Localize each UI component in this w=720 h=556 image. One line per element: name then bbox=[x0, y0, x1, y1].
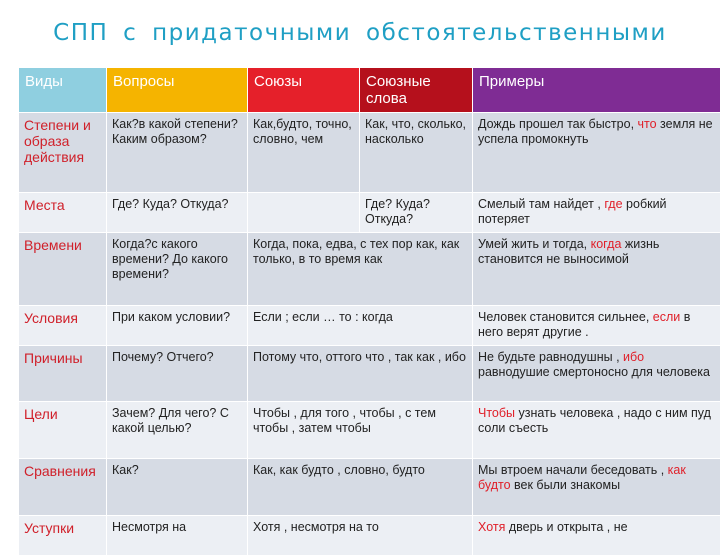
table-row bbox=[19, 193, 720, 233]
row-type: Места bbox=[19, 193, 107, 233]
example-text: дверь и открыта , не bbox=[505, 520, 627, 534]
header-conjunctions: Союзы bbox=[248, 68, 360, 113]
row-questions: Когда?с какого времени? До какого времени? bbox=[107, 233, 248, 306]
row-type: Сравнения bbox=[19, 459, 107, 516]
row-questions: Как?в какой степени? Каким образом? bbox=[107, 113, 248, 193]
row-type: Времени bbox=[19, 233, 107, 306]
row-type: Причины bbox=[19, 346, 107, 402]
header-questions: Вопросы bbox=[107, 68, 248, 113]
row-questions: Зачем? Для чего? С какой целью? bbox=[107, 402, 248, 459]
row-type: Уступки bbox=[19, 516, 107, 556]
row-conjunctions: Когда, пока, едва, с тех пор как, как только, в то время как bbox=[248, 233, 473, 306]
example-highlight: что bbox=[638, 117, 657, 131]
example-text: век были знакомы bbox=[511, 478, 621, 492]
row-conjunctions: Хотя , несмотря на то bbox=[248, 516, 473, 556]
example-highlight: если bbox=[653, 310, 680, 324]
example-text: жизнь становится не выносимой bbox=[478, 237, 659, 266]
table-row bbox=[19, 113, 720, 193]
example-text: равнодушие смертоносно для человека bbox=[478, 365, 710, 379]
header-types: Виды bbox=[19, 68, 107, 113]
row-conjunctions bbox=[248, 193, 360, 233]
row-conjunctions: Как,будто, точно, словно, чем bbox=[248, 113, 360, 193]
row-conjunctive-words: Где? Куда? Откуда? bbox=[360, 193, 473, 233]
row-example bbox=[473, 402, 720, 459]
row-questions: Как? bbox=[107, 459, 248, 516]
table-row bbox=[19, 233, 720, 306]
row-conjunctions: Если ; если … то : когда bbox=[248, 306, 473, 346]
row-example bbox=[473, 113, 720, 193]
example-text: Мы втроем начали беседовать , bbox=[478, 463, 668, 477]
row-conjunctions: Как, как будто , словно, будто bbox=[248, 459, 473, 516]
table-row bbox=[19, 306, 720, 346]
row-example bbox=[473, 346, 720, 402]
header-examples: Примеры bbox=[473, 68, 720, 113]
table-header-row bbox=[19, 68, 720, 113]
example-text: Человек становится сильнее, bbox=[478, 310, 653, 324]
example-highlight: когда bbox=[591, 237, 622, 251]
table-row bbox=[19, 459, 720, 516]
row-conjunctions: Потому что, оттого что , так как , ибо bbox=[248, 346, 473, 402]
row-example bbox=[473, 306, 720, 346]
example-highlight: как будто bbox=[478, 463, 686, 492]
table-row bbox=[19, 516, 720, 556]
example-highlight: Чтобы bbox=[478, 406, 515, 420]
example-text: узнать человека , надо с ним пуд соли съесть bbox=[478, 406, 711, 435]
example-highlight: где bbox=[604, 197, 622, 211]
example-text: в него верят другие . bbox=[478, 310, 690, 339]
row-questions: Где? Куда? Откуда? bbox=[107, 193, 248, 233]
row-example bbox=[473, 233, 720, 306]
page-title: СПП с придаточными обстоятельственными bbox=[0, 20, 720, 46]
row-questions: Несмотря на bbox=[107, 516, 248, 556]
example-text: Не будьте равнодушны , bbox=[478, 350, 623, 364]
row-type: Степени и образа действия bbox=[19, 113, 107, 193]
row-example bbox=[473, 516, 720, 556]
clause-types-table bbox=[18, 67, 720, 556]
header-conjunctive-words: Союзные слова bbox=[360, 68, 473, 113]
row-example bbox=[473, 459, 720, 516]
row-conjunctive-words: Как, что, сколько, насколько bbox=[360, 113, 473, 193]
row-questions: Почему? Отчего? bbox=[107, 346, 248, 402]
example-text: земля не успела промокнуть bbox=[478, 117, 713, 146]
row-type: Условия bbox=[19, 306, 107, 346]
table-row bbox=[19, 346, 720, 402]
example-text: Смелый там найдет , bbox=[478, 197, 604, 211]
row-example bbox=[473, 193, 720, 233]
example-text: Дождь прошел так быстро, bbox=[478, 117, 638, 131]
example-highlight: ибо bbox=[623, 350, 644, 364]
row-conjunctions: Чтобы , для того , чтобы , с тем чтобы , затем чтобы bbox=[248, 402, 473, 459]
table-row bbox=[19, 402, 720, 459]
example-text: Умей жить и тогда, bbox=[478, 237, 591, 251]
example-highlight: Хотя bbox=[478, 520, 505, 534]
example-text: робкий потеряет bbox=[478, 197, 667, 226]
row-questions: При каком условии? bbox=[107, 306, 248, 346]
row-type: Цели bbox=[19, 402, 107, 459]
